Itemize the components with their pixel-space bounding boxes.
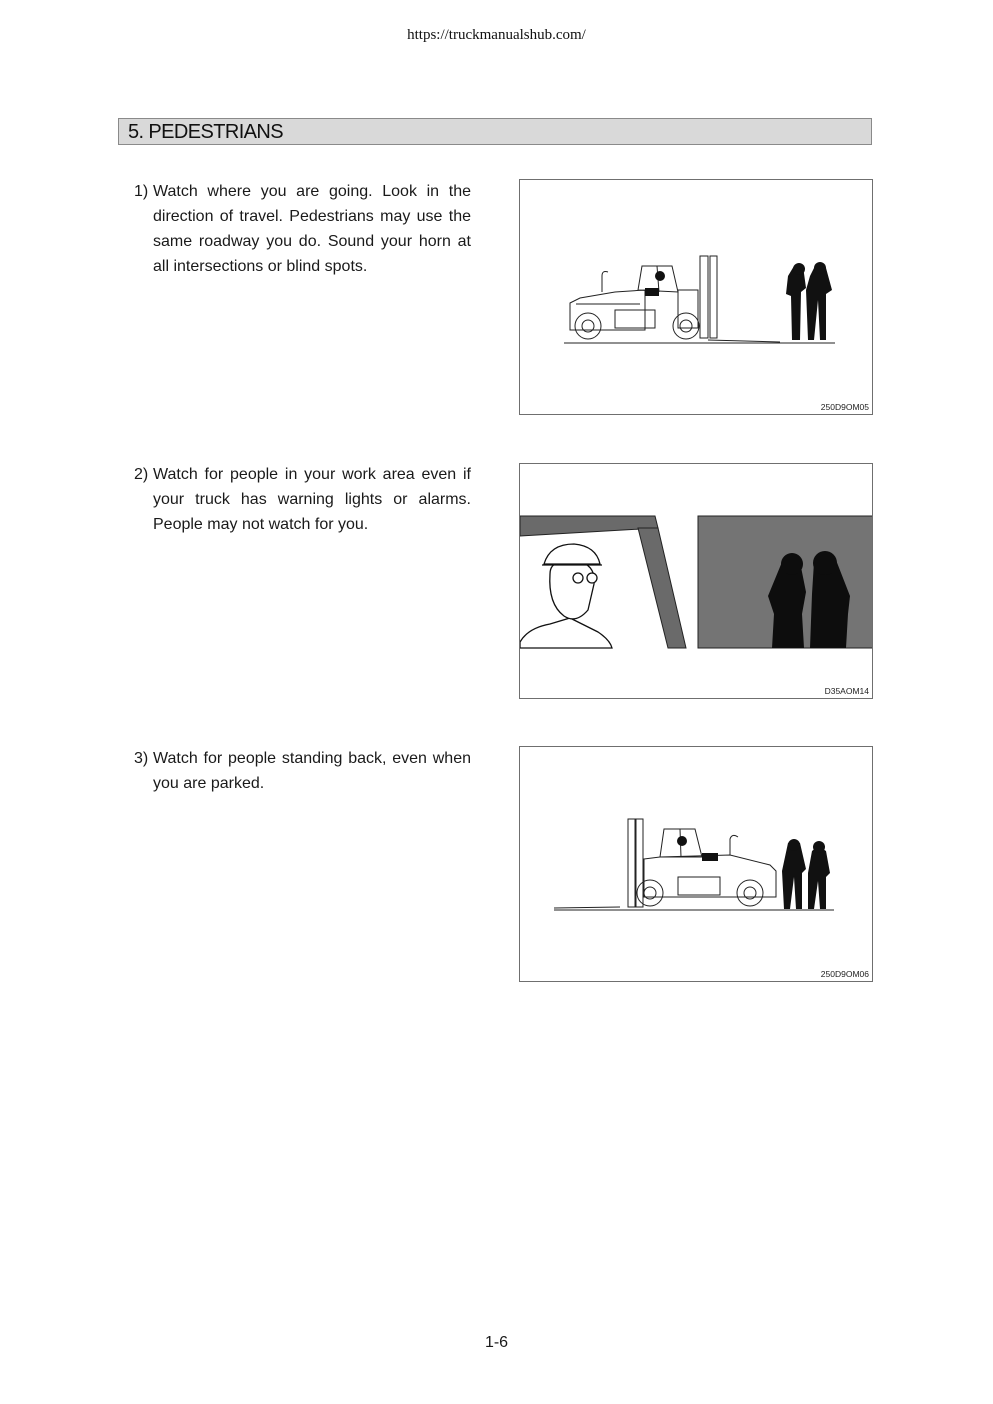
instruction-item-1: [134, 179, 471, 279]
figure-forklift-approaching-pedestrians: [519, 179, 873, 415]
forklift-pedestrians-illustration: [520, 180, 873, 415]
item-number: 1): [134, 183, 149, 200]
instruction-item-3: [134, 746, 471, 796]
figure-code: D35AOM14: [824, 686, 869, 696]
item-text: Watch for people standing back, even when you are parked.: [153, 750, 471, 792]
item-text: Watch where you are going. Look in the direction of travel. Pedestrians may use the same roadway you do. Sound your horn at all intersections or blind spots.: [153, 183, 471, 275]
source-url[interactable]: https://truckmanualshub.com/: [407, 27, 586, 43]
section-title: 5. PEDESTRIANS: [128, 121, 283, 143]
parked-forklift-illustration: [520, 747, 873, 982]
figure-code: 250D9OM06: [820, 969, 869, 979]
figure-operator-watching-people: [519, 463, 873, 699]
item-text: Watch for people in your work area even if your truck has warning lights or alarms. People may not watch for you.: [153, 466, 471, 533]
section-header: [118, 118, 872, 145]
instruction-item-2: [134, 462, 471, 537]
figure-parked-forklift-pedestrians: [519, 746, 873, 982]
item-number: 3): [134, 750, 149, 767]
figure-code: 250D9OM05: [820, 402, 869, 412]
page-number: 1-6: [484, 1334, 509, 1351]
item-number: 2): [134, 466, 149, 483]
operator-view-illustration: [520, 464, 873, 699]
